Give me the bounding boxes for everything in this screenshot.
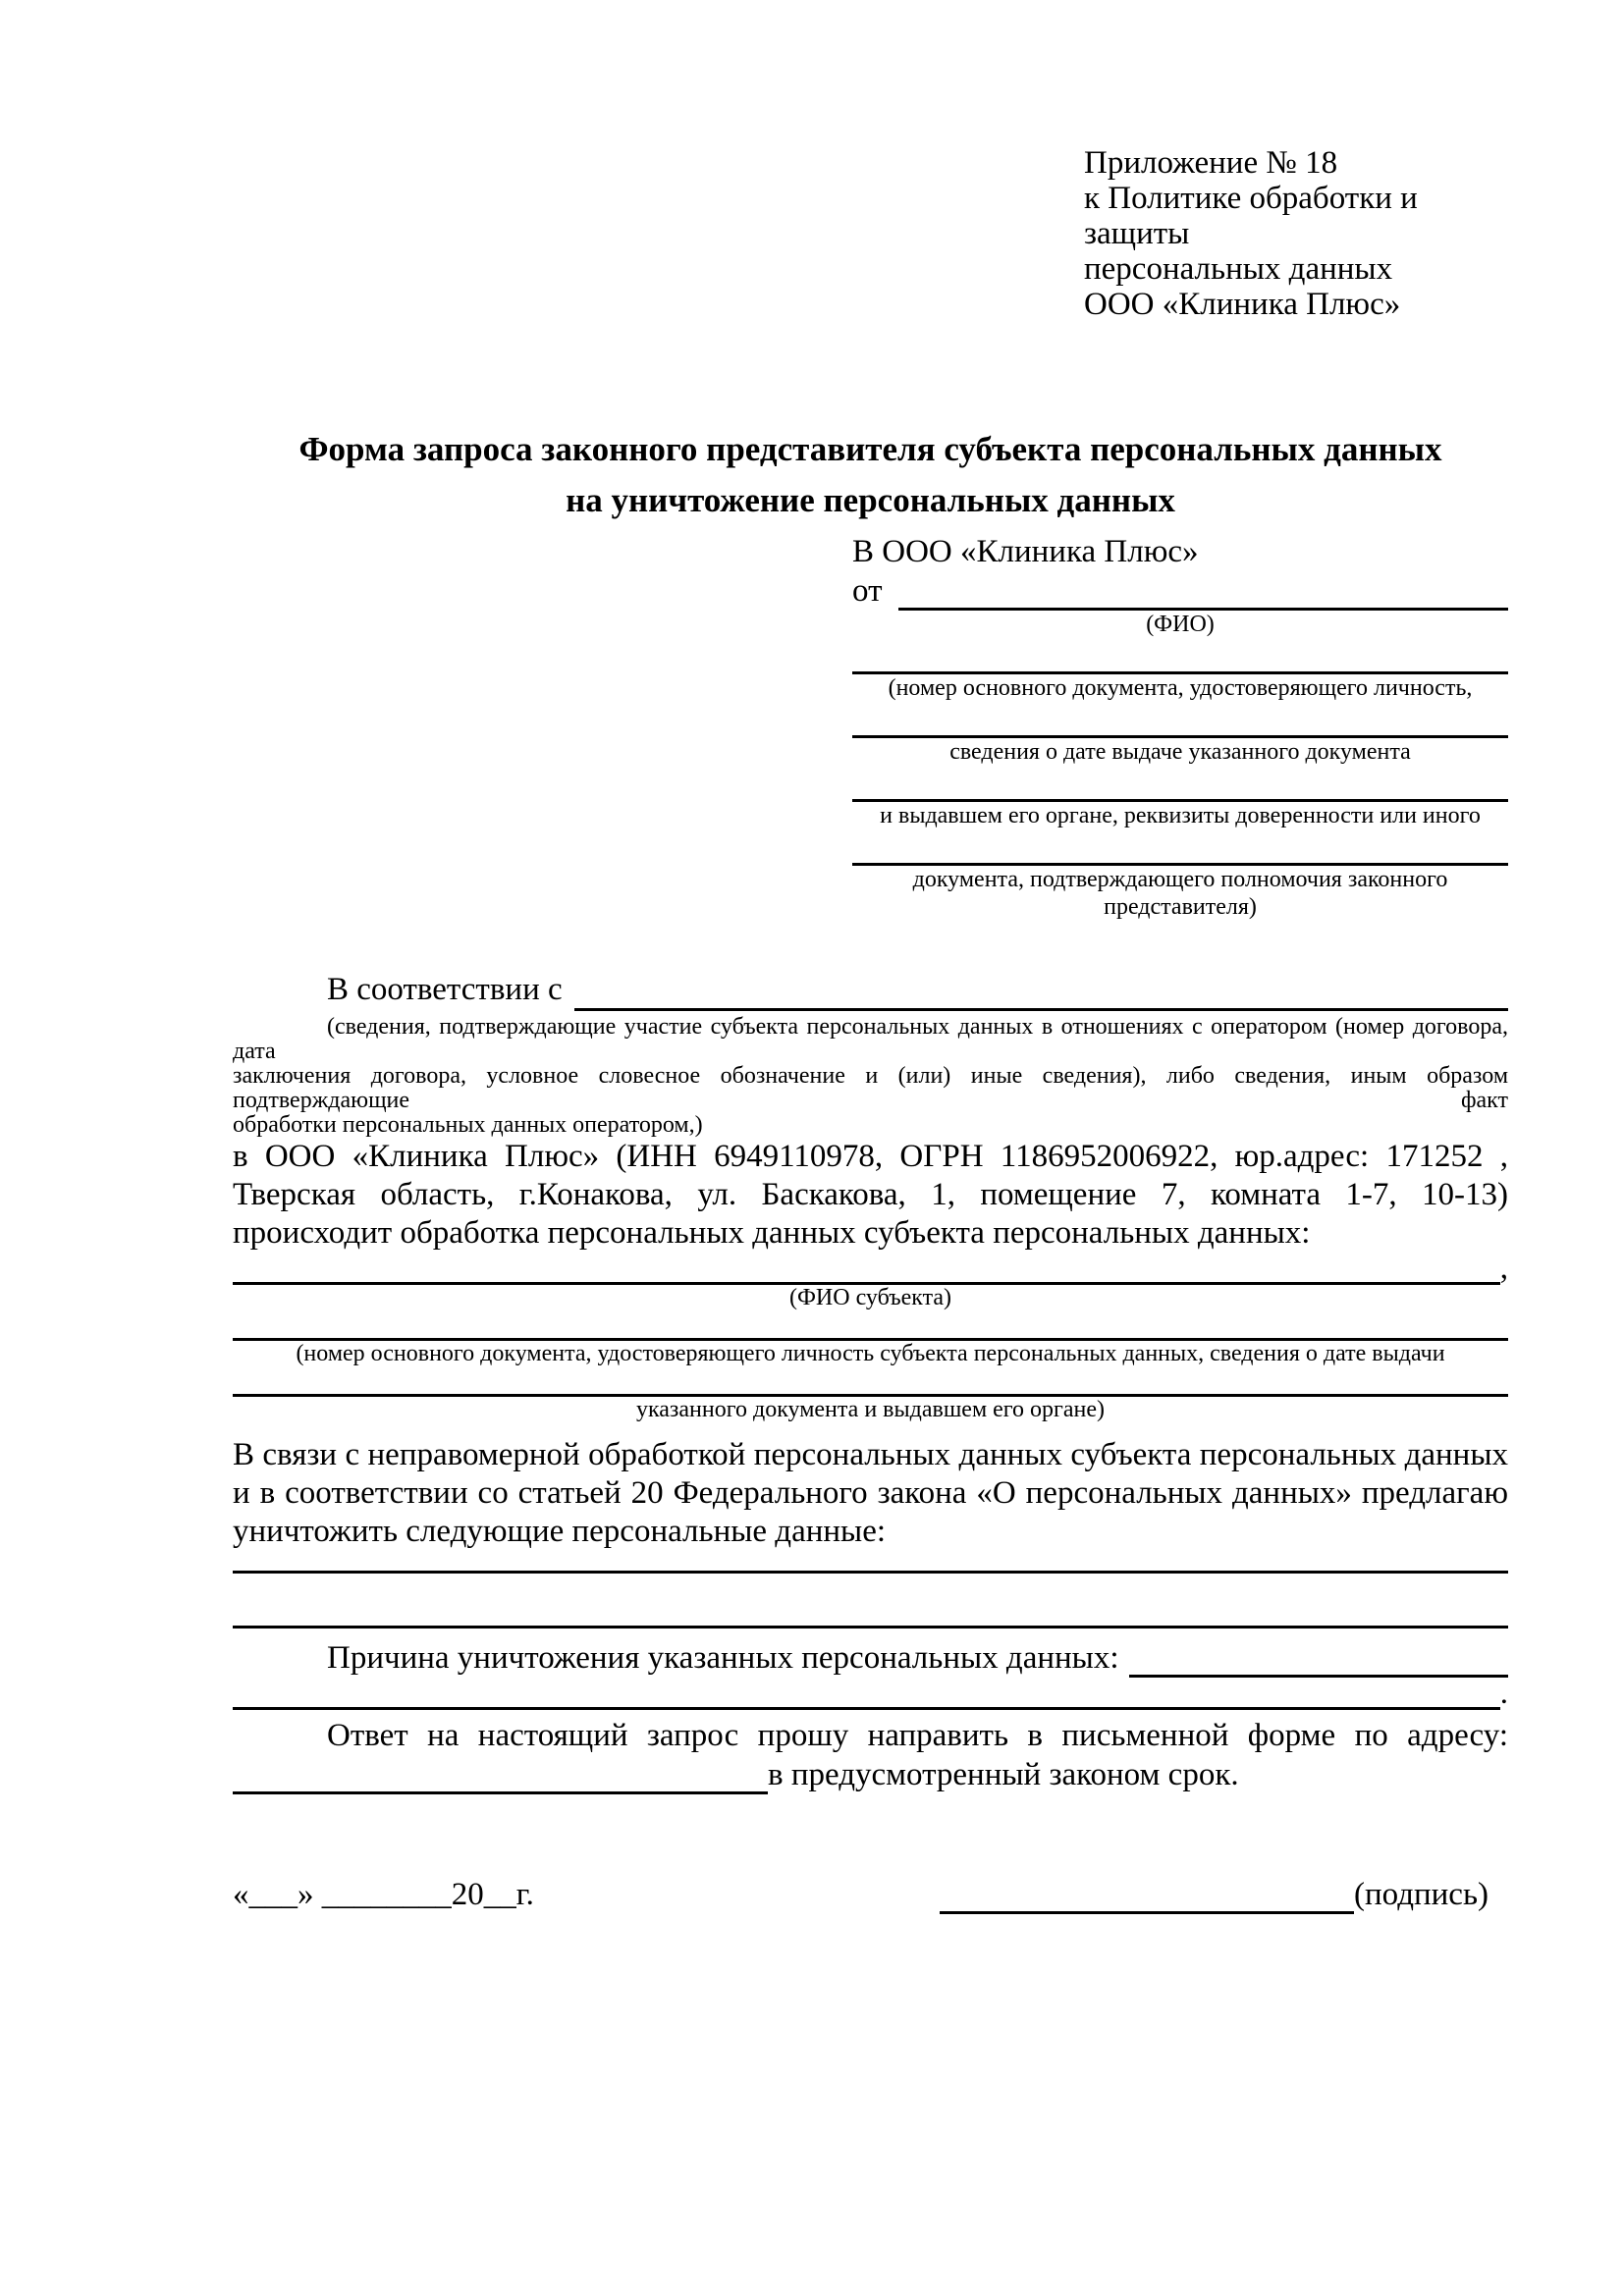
- title-line-1: Форма запроса законного представителя субъекта персональных данных: [298, 430, 1442, 468]
- operator-line-3: происходит обработка персональных данных субъекта персональных данных:: [233, 1215, 1311, 1251]
- accordance-row: [233, 968, 1508, 1011]
- data-blank-line-1: [233, 1551, 1508, 1574]
- addressee-to: В ООО «Клиника Плюс»: [852, 534, 1199, 569]
- blank-field-line: [233, 1310, 1508, 1341]
- appendix-company: ООО «Клиника Плюс»: [1084, 287, 1401, 322]
- signature-group: [940, 1875, 1489, 1914]
- note-line-1: (сведения, подтверждающие участие субъекта персональных данных в отношениях с оператором (номер договора, дата: [233, 1014, 1508, 1064]
- operator-line-1: в ООО «Клиника Плюс» (ИНН 6949110978, ОГРН 1186952006922, юр.адрес: 171252 ,: [233, 1139, 1508, 1174]
- caption-doc-number: (номер основного документа, удостоверяющего личность,: [888, 675, 1473, 701]
- title-line-2: на уничтожение персональных данных: [566, 481, 1175, 519]
- reason-blank-line: [1129, 1643, 1508, 1678]
- blank-field-line: [852, 638, 1508, 674]
- appendix-policy-line2: персональных данных: [1084, 251, 1393, 287]
- note-line-2: заключения договора, условное словесное обозначение и (или) иные сведения), либо сведения, иным образом подтверждающие факт: [233, 1063, 1508, 1113]
- appendix-number: Приложение № 18: [1084, 145, 1338, 181]
- addressee-block: [852, 532, 1508, 921]
- document-title: [233, 424, 1508, 526]
- note-line-3: обработки персональных данных оператором,): [233, 1112, 703, 1138]
- request-paragraph: [233, 1436, 1508, 1551]
- blank-field-line: [233, 1366, 1508, 1397]
- operator-paragraph: [233, 1138, 1508, 1253]
- signature-caption: (подпись): [1354, 1877, 1489, 1912]
- answer-line-2: в предусмотренный законом срок.: [768, 1757, 1239, 1792]
- document-content: [233, 0, 1508, 1914]
- blank-field-line: [852, 829, 1508, 866]
- caption-doc-issue-date: сведения о дате выдаче указанного документа: [949, 739, 1411, 765]
- reason-period: .: [1499, 1676, 1508, 1711]
- caption-fio: (ФИО): [1146, 612, 1215, 637]
- answer-line-1: Ответ на настоящий запрос прошу направить в письменной форме по адресу:: [327, 1718, 1508, 1753]
- data-blank-line-2: [233, 1574, 1508, 1629]
- from-blank-line: [898, 578, 1509, 611]
- subject-fio-row: [233, 1253, 1508, 1285]
- request-line-3: уничтожить следующие персональные данные:: [233, 1514, 887, 1549]
- blank-field-line: [852, 766, 1508, 802]
- signature-blank-line: [940, 1878, 1354, 1914]
- caption-subject-doc1: (номер основного документа, удостоверяющего личность субъекта персональных данных, сведения о дате выдачи: [296, 1341, 1445, 1366]
- from-row: [852, 571, 1508, 611]
- caption-subject-doc2: указанного документа и выдавшем его органе): [635, 1397, 1106, 1422]
- date-blank: «___» ________20__г.: [233, 1877, 534, 1912]
- accordance-label: В соответствии с: [327, 972, 563, 1007]
- reason-continuation-row: [233, 1678, 1508, 1710]
- appendix-header: [1084, 0, 1508, 322]
- blank-field-line: [852, 702, 1508, 738]
- from-label: от: [852, 573, 883, 609]
- subject-fio-blank-line: [233, 1256, 1500, 1285]
- answer-address-row: [233, 1755, 1508, 1794]
- subject-fio-comma: ,: [1499, 1251, 1508, 1286]
- address-blank-line: [233, 1758, 768, 1794]
- caption-doc-authority: и выдавшем его органе, реквизиты доверенности или иного: [880, 803, 1481, 828]
- reason-row: [233, 1638, 1508, 1678]
- caption-subject-fio: (ФИО субъекта): [788, 1285, 952, 1310]
- caption-doc-powers: документа, подтверждающего полномочия законного представителя): [912, 867, 1448, 920]
- request-line-2: и в соответствии со статьей 20 Федерального закона «О персональных данных» предлагаю: [233, 1475, 1508, 1511]
- reason-blank-line-2: [233, 1683, 1500, 1710]
- operator-line-2: Тверская область, г.Конакова, ул. Баскакова, 1, помещение 7, комната 1-7, 10-13): [233, 1177, 1508, 1212]
- appendix-policy-line1: к Политике обработки и защиты: [1084, 181, 1418, 251]
- accordance-blank-line: [574, 975, 1508, 1011]
- accordance-note: [233, 1015, 1508, 1138]
- date-signature-row: [233, 1875, 1508, 1914]
- request-line-1: В связи с неправомерной обработкой персональных данных субъекта персональных данных: [233, 1437, 1508, 1472]
- reason-label: Причина уничтожения указанных персональных данных:: [327, 1640, 1119, 1676]
